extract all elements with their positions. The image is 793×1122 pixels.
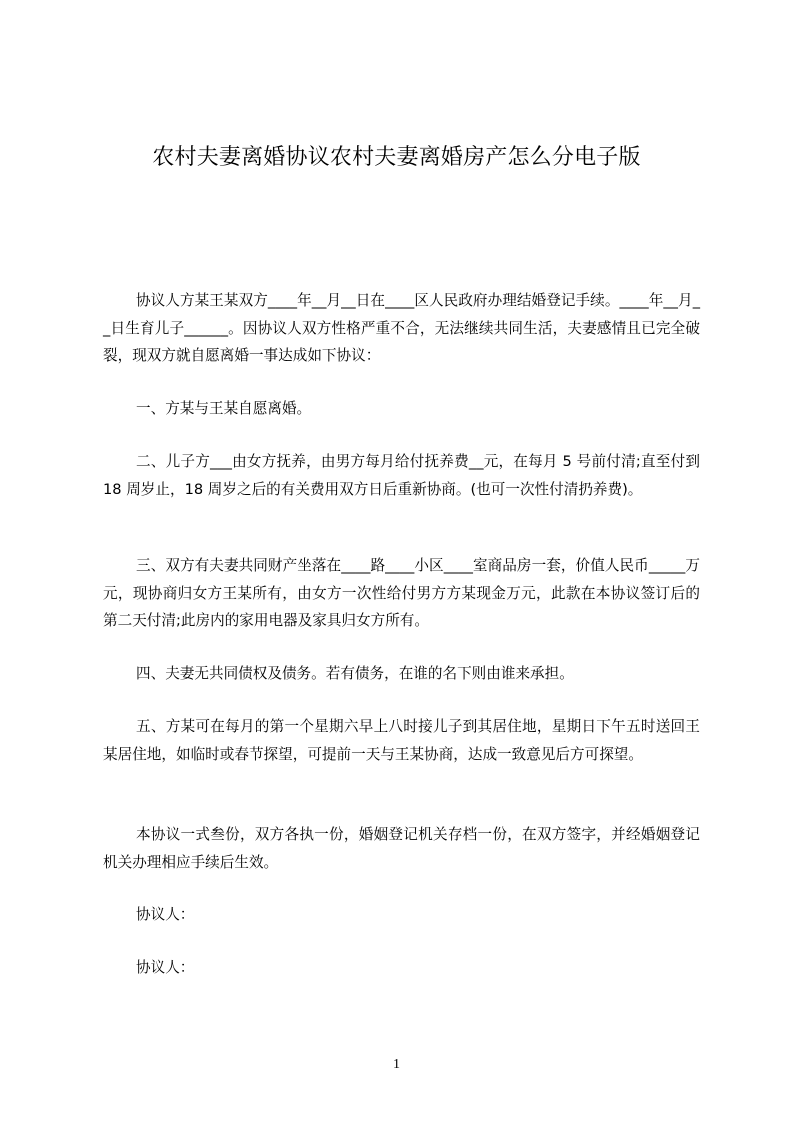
paragraph-preamble: 协议人方某王某双方____年__月__日在____区人民政府办理结婚登记手续。____年__月__日生育儿子______。因协议人双方性格严重不合，无法继续共同生活，夫妻感情且已完全破裂，现双方就自愿离婚一事达成如下协议： <box>103 292 700 364</box>
signature-line-1: 协议人： <box>136 906 195 923</box>
paragraph-clause-1: 一、方某与王某自愿离婚。 <box>136 400 312 417</box>
document-title: 农村夫妻离婚协议农村夫妻离婚房产怎么分电子版 <box>152 145 641 170</box>
page-number: 1 <box>393 1057 400 1072</box>
paragraph-clause-5: 五、方某可在每月的第一个星期六早上八时接儿子到其居住地，星期日下午五时送回王某居住地，如临时或春节探望，可提前一天与王某协商，达成一致意见后方可探望。 <box>103 718 700 763</box>
paragraph-effectiveness: 本协议一式叁份，双方各执一份，婚姻登记机关存档一份，在双方签字，并经婚姻登记机关办理相应手续后生效。 <box>103 826 700 871</box>
paragraph-clause-4: 四、夫妻无共同债权及债务。若有债务，在谁的名下则由谁来承担。 <box>136 665 574 682</box>
paragraph-clause-2: 二、儿子方___由女方抚养，由男方每月给付抚养费__元，在每月 5 号前付清;直至付到 18 周岁止，18 周岁之后的有关费用双方日后重新协商。(也可一次性付清扔养费)。 <box>103 453 700 498</box>
signature-line-2: 协议人： <box>136 959 195 976</box>
paragraph-clause-3: 三、双方有夫妻共同财产坐落在____路____小区____室商品房一套，价值人民币_____万元，现协商归女方王某所有，由女方一次性给付男方方某现金万元，此款在本协议签订后的第二天付清;此房内的家用电器及家具归女方所有。 <box>103 557 700 629</box>
